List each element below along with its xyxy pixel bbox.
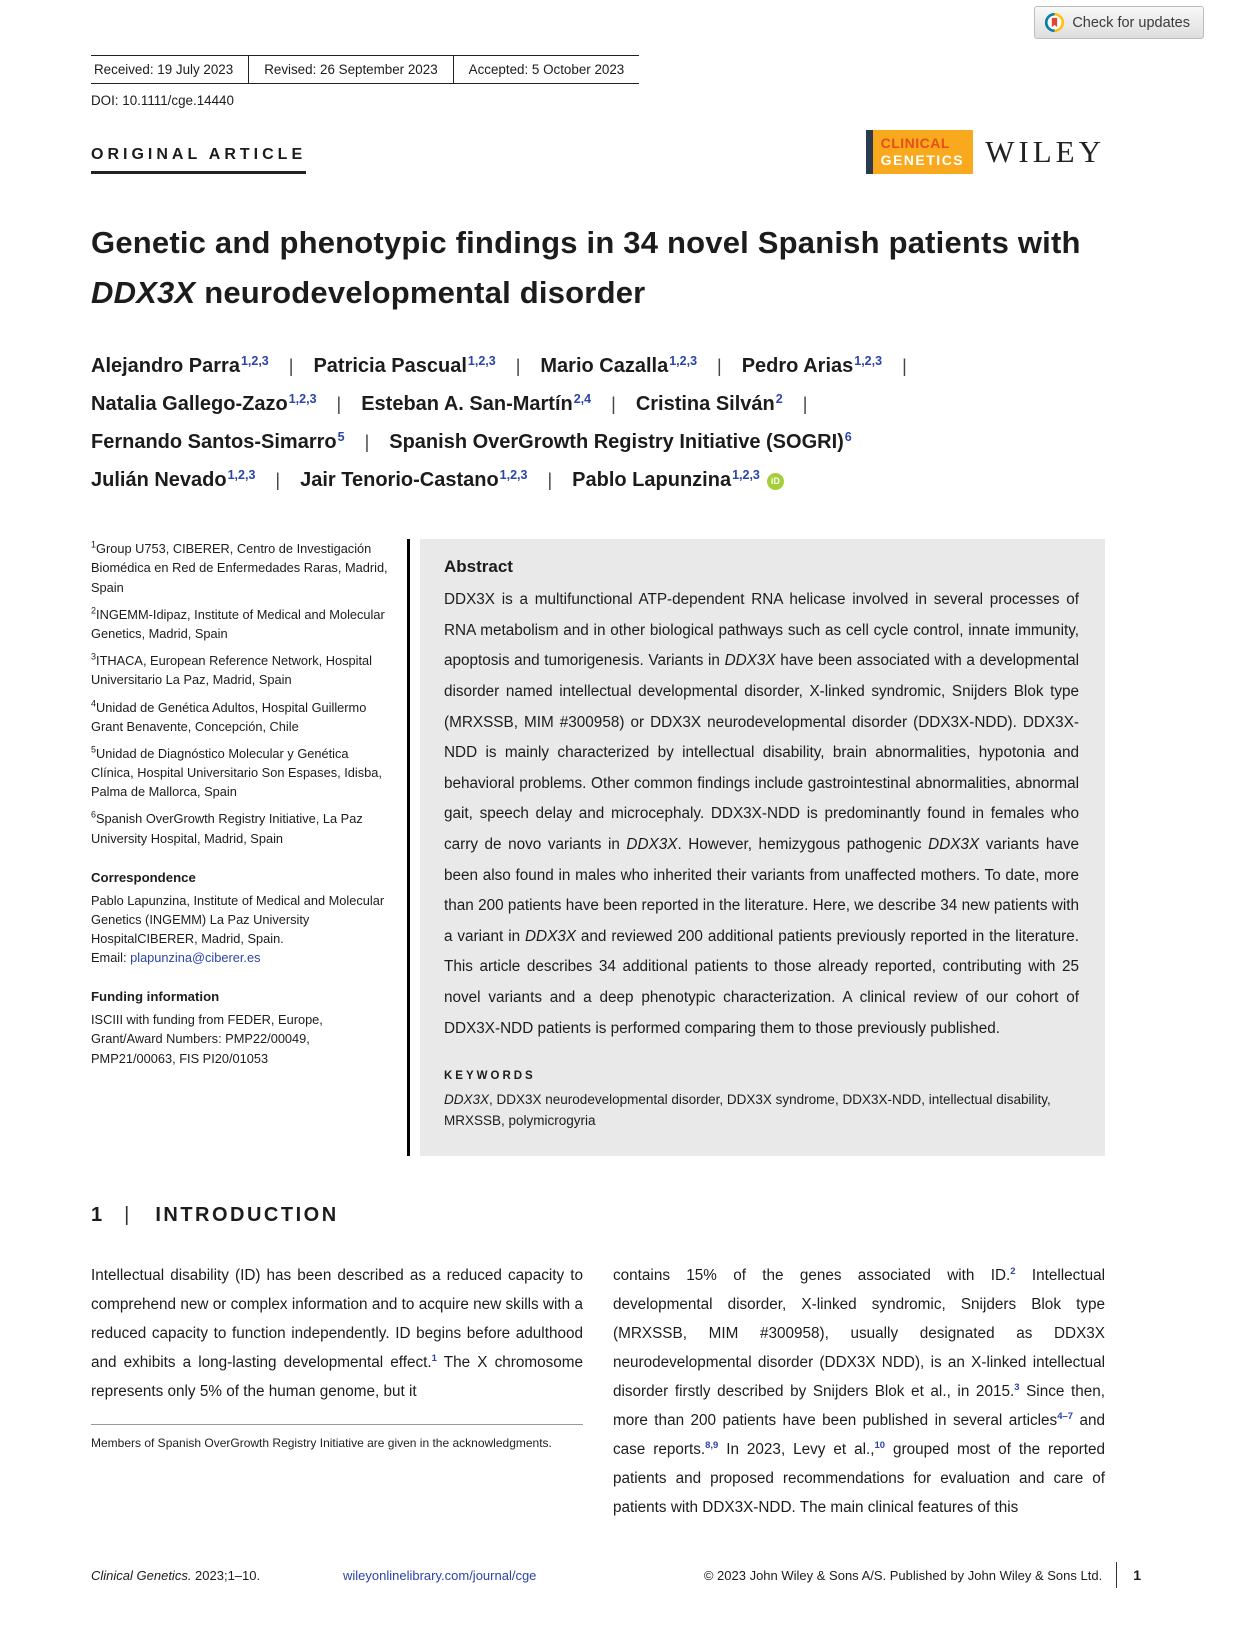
author-affiliation-sup: 1,2,3: [227, 467, 256, 482]
affiliation-text: Unidad de Genética Adultos, Hospital Guillermo Grant Benavente, Concepción, Chile: [91, 699, 367, 734]
intro-paragraph-right: contains 15% of the genes associated with ID.$^2$ Intellectual developmental disorder, X-linked syndromic, Snijders Blok type (MRXSSB, MIM #300958), usually designated as DDX3X neurodevelopmental disorder (DDX3X NDD), is an X-linked intellectual disorder firstly described by Snijders Blok et al., in 2015.$^3$ Since then, more than 200 patients have been published in several articles$^{4-7}$ and case reports.$^{8,9}$ In 2023, Levy et al.,$^{10}$ grouped most of the reported patients and proposed recommendations for evaluation and care of patients with DDX3X-NDD. The main clinical features of this: [613, 1265, 1105, 1517]
author-separator: |: [364, 432, 370, 453]
intro-paragraph-left: Intellectual disability (ID) has been described as a reduced capacity to comprehend new or complex information and to acquire new skills with a reduced capacity to function independently. ID begins before adulthood and exhibits a long-lasting developmental effect.$^1$ The X chromosome represents only 5% of the human genome, but it: [91, 1266, 583, 1401]
author: [91, 431, 345, 453]
correspondence-email: Email: plapunzina@ciberer.es: [91, 950, 261, 966]
affiliation-number: 2: [91, 605, 97, 616]
check-for-updates-label: Check for updates: [1072, 14, 1190, 31]
author-line: [91, 385, 1105, 423]
citation-ref[interactable]: 3: [1014, 1382, 1020, 1394]
author-name: Spanish OverGrowth Registry Initiative (SOGRI): [389, 431, 844, 454]
affiliation: [91, 651, 391, 689]
citation-ref[interactable]: 10: [874, 1440, 886, 1452]
author-affiliation-sup: 1,2,3: [288, 391, 317, 406]
body-right-column: [613, 1261, 1105, 1523]
author: [572, 469, 760, 491]
page-number: 1: [1133, 1567, 1141, 1583]
author: [91, 469, 255, 491]
author-line: [91, 461, 1105, 499]
check-for-updates-icon: [1044, 12, 1065, 33]
author-name: Natalia Gallego-Zazo: [91, 393, 288, 416]
author-separator: |: [802, 394, 808, 415]
author-affiliation-sup: 1,2,3: [732, 467, 760, 482]
orcid-icon[interactable]: iD: [767, 473, 784, 490]
author-separator: |: [288, 356, 294, 377]
keywords-text: DDX3X, DDX3X neurodevelopmental disorder, DDX3X syndrome, DDX3X-NDD, intellectual disability, MRXSSB, polymicrogyria: [444, 1092, 1051, 1129]
body-left-column: [91, 1261, 583, 1523]
abstract-text: DDX3X is a multifunctional ATP-dependent RNA helicase involved in several processes of RNA metabolism and in other biological pathways such as cell cycle control, innate immunity, apoptosis and tumorigenesis. Variants in DDX3X have been associated with a developmental disorder named intellectual developmental disorder, X-linked syndromic, Snijders Blok type (MRXSSB, MIM #300958) or DDX3X neurodevelopmental disorder (DDX3X-NDD). DDX3X-NDD is mainly characterized by intellectual disability, brain abnormalities, hypotonia and behavioral problems. Other common findings include gastrointestinal abnormalities, abnormal gait, speech delay and microcephaly. DDX3X-NDD is predominantly found in females who carry de novo variants in DDX3X. However, hemizygous pathogenic DDX3X variants have been also found in males who inherited their variants from unaffected mothers. To date, more than 200 patients have been reported in the literature. Here, we describe 34 new patients with a variant in DDX3X and reviewed 200 additional patients previously reported in the literature. This article describes 34 additional patients to those already reported, contributing with 25 novel variants and a deep phenotypic characterization. A clinical review of our cohort of DDX3X-NDD patients is performed comparing them to those previously published.: [444, 591, 1080, 1037]
author-name: Jair Tenorio-Castano: [300, 469, 499, 492]
accepted-date: Accepted: 5 October 2023: [453, 56, 640, 83]
author-name: Fernando Santos-Simarro: [91, 431, 337, 454]
author: [91, 393, 317, 415]
author-separator: |: [547, 470, 553, 491]
affiliation-text: ITHACA, European Reference Network, Hospital Universitario La Paz, Madrid, Spain: [91, 653, 372, 688]
author-name: Patricia Pascual: [313, 355, 467, 378]
author-affiliation-sup: 2: [775, 391, 783, 406]
affiliation-number: 4: [91, 698, 97, 709]
author: [540, 355, 697, 377]
author-separator: |: [611, 394, 616, 415]
author-line: [91, 423, 1105, 461]
abstract-panel: [420, 539, 1105, 1156]
author-separator: |: [336, 394, 342, 415]
affiliation-text: Group U753, CIBERER, Centro de Investigación Biomédica en Red de Enfermedades Raras, Madrid, Spain: [91, 541, 388, 595]
journal-link[interactable]: wileyonlinelibrary.com/journal/cge: [343, 1567, 537, 1583]
affiliation: [91, 809, 391, 847]
logos: [866, 130, 1105, 174]
journal-citation: Clinical Genetics. 2023;1–10.: [91, 1567, 261, 1583]
author-affiliation-sup: 1,2,3: [240, 353, 269, 368]
abstract-section: [407, 539, 1105, 1156]
author: [361, 393, 591, 415]
affiliation: [91, 698, 391, 736]
footnote-rule: [91, 1424, 583, 1425]
affiliation-text: Unidad de Diagnóstico Molecular y Genética Clínica, Hospital Universitario Son Espases, Idisba, Palma de Mallorca, Spain: [91, 745, 382, 800]
author-name: Pedro Arias: [741, 355, 854, 378]
affiliation-text: Spanish OverGrowth Registry Initiative, La Paz University Hospital, Madrid, Spain: [91, 811, 363, 846]
affiliation: [91, 744, 391, 802]
author-separator: |: [717, 356, 722, 377]
author-affiliation-sup: 1,2,3: [467, 353, 496, 368]
author-separator: |: [515, 356, 521, 377]
author: [742, 355, 882, 377]
affiliation-number: 5: [91, 744, 97, 755]
affiliation: [91, 539, 391, 597]
copyright-text: © 2023 John Wiley & Sons A/S. Published by John Wiley & Sons Ltd.: [703, 1567, 1103, 1583]
correspondence-heading: Correspondence: [91, 869, 196, 885]
correspondence-text: Pablo Lapunzina, Institute of Medical and Molecular Genetics (INGEMM) La Paz University HospitalCIBERER, Madrid, Spain.: [91, 892, 385, 946]
footnote-text: Members of Spanish OverGrowth Registry Initiative are given in the acknowledgments.: [91, 1436, 552, 1451]
author-affiliation-sup: 1,2,3: [669, 353, 698, 368]
page-footer: [91, 1562, 1141, 1588]
clinical-genetics-logo: [866, 130, 974, 174]
body-columns: [91, 1261, 1105, 1523]
author-name: Pablo Lapunzina: [572, 469, 732, 492]
affiliation-text: INGEMM-Idipaz, Institute of Medical and Molecular Genetics, Madrid, Spain: [91, 606, 385, 641]
author-name: Alejandro Parra: [91, 355, 240, 378]
affiliation-number: 3: [91, 651, 97, 662]
author: [636, 393, 783, 415]
affiliations-column: [91, 539, 391, 1156]
section-number: 1: [91, 1203, 103, 1226]
citation-ref[interactable]: 8,9: [705, 1440, 719, 1452]
section-divider: |: [124, 1203, 130, 1226]
author-separator: |: [275, 470, 281, 491]
funding-heading: Funding information: [91, 989, 220, 1005]
article-title: Genetic and phenotypic findings in 34 novel Spanish patients with DDX3X neurodevelopmental disorder: [91, 225, 1081, 310]
check-for-updates-button[interactable]: [1034, 6, 1204, 39]
journal-logo-line2: GENETICS: [880, 152, 965, 168]
author-name: Esteban A. San-Martín: [361, 393, 573, 416]
author-name: Cristina Silván: [635, 393, 775, 416]
author-affiliation-sup: 5: [337, 429, 345, 444]
footer-divider: [1116, 1562, 1117, 1588]
author-affiliation-sup: 6: [844, 429, 852, 444]
author-name: Julián Nevado: [91, 469, 227, 492]
logo-bar: [866, 130, 873, 174]
author: [300, 469, 527, 491]
funding-text: ISCIII with funding from FEDER, Europe, Grant/Award Numbers: PMP22/00049, PMP21/00063, FIS PI20/01053: [91, 1012, 323, 1066]
author: [313, 355, 495, 377]
doi: DOI: 10.1111/cge.14440: [91, 93, 234, 108]
author-affiliation-sup: 2,4: [573, 391, 592, 406]
author: [389, 431, 851, 453]
wiley-logo: WILEY: [985, 134, 1105, 169]
author-separator: |: [902, 356, 907, 377]
citation-ref[interactable]: 4–7: [1057, 1411, 1074, 1423]
author-affiliation-sup: 1,2,3: [854, 353, 883, 368]
author-affiliation-sup: 1,2,3: [499, 467, 528, 482]
citation-ref[interactable]: 2: [1010, 1265, 1016, 1277]
keywords-heading: KEYWORDS: [444, 1070, 536, 1083]
author-name: Mario Cazalla: [540, 355, 669, 378]
masthead-row: [91, 130, 1105, 174]
footnote-block: [91, 1424, 583, 1450]
revised-date: Revised: 26 September 2023: [248, 56, 452, 83]
front-matter-columns: [91, 539, 1105, 1156]
author: [91, 355, 269, 377]
affiliation: [91, 605, 391, 643]
section-heading: [91, 1204, 1105, 1227]
affiliation-number: 1: [91, 539, 97, 550]
section-title: INTRODUCTION: [155, 1203, 339, 1226]
received-date: Received: 19 July 2023: [94, 62, 234, 77]
abstract-heading: Abstract: [444, 557, 513, 577]
abstract-rule: [407, 539, 410, 1156]
author-list: [91, 347, 1105, 499]
article-type-label: ORIGINAL ARTICLE: [91, 146, 306, 174]
article-history: [91, 55, 639, 84]
link[interactable]: plapunzina@ciberer.es: [130, 950, 261, 966]
journal-logo-line1: CLINICAL: [880, 135, 950, 152]
citation-ref[interactable]: 1: [431, 1353, 437, 1365]
author-line: [91, 347, 1105, 385]
affiliation-number: 6: [91, 810, 97, 821]
